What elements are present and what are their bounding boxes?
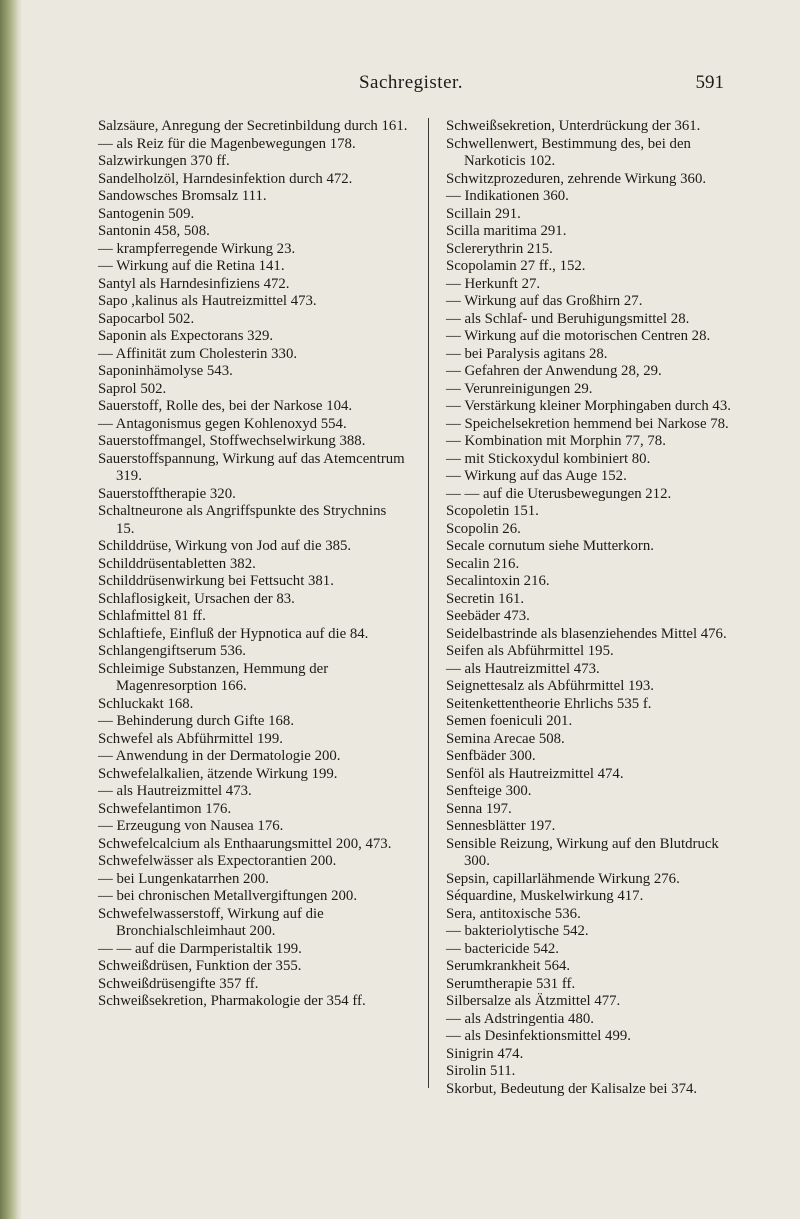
index-entry: Serumkrankheit 564. xyxy=(446,958,571,974)
index-entry: Salzwirkungen 370 ff. xyxy=(98,153,230,169)
index-entry: Sensible Reizung, Wirkung auf den Blutdruck 300. xyxy=(446,835,719,869)
index-entry: — Wirkung auf die motorischen Centren 28. xyxy=(446,328,711,344)
index-entry: Scopolin 26. xyxy=(446,520,521,537)
index-entry: — Speichelsekretion hemmend bei Narkose 78. xyxy=(446,415,729,432)
index-entry: — krampferregende Wirkung 23. xyxy=(98,240,296,257)
page-header xyxy=(98,72,724,102)
index-entry: Schluckakt 168. xyxy=(98,695,194,712)
index-entry: Schlaftiefe, Einfluß der Hypnotica auf die 84. xyxy=(98,625,369,642)
index-entry: Saprol 502. xyxy=(98,380,167,397)
index-entry: — als Reiz für die Magenbewegungen 178. xyxy=(98,135,356,152)
index-entry: Silbersalze als Ätzmittel 477. xyxy=(446,993,621,1009)
index-entry: Sandelholzöl, Harndesinfektion durch 472. xyxy=(98,170,353,187)
index-entry: Schlafmittel 81 ff. xyxy=(98,608,206,624)
index-entry: Schilddrüsenwirkung bei Fettsucht 381. xyxy=(98,573,334,589)
index-entry: — als Schlaf- und Beruhigungsmittel 28. xyxy=(446,310,690,327)
index-entry: Schwefelwässer als Expectorantien 200. xyxy=(98,853,337,869)
index-entry: Schilddrüse, Wirkung von Jod auf die 385. xyxy=(98,538,352,554)
index-entry: Schweißdrüsen, Funktion der 355. xyxy=(98,958,302,974)
index-entry: — bactericide 542. xyxy=(446,940,559,957)
index-entry: Schlangengiftserum 536. xyxy=(98,643,246,659)
index-entry: Santogenin 509. xyxy=(98,205,195,222)
index-entry: — als Adstringentia 480. xyxy=(446,1010,594,1027)
index-entry: Skorbut, Bedeutung der Kalisalze bei 374. xyxy=(446,1080,698,1097)
column-divider xyxy=(428,118,429,1088)
index-entry: — Wirkung auf das Auge 152. xyxy=(446,468,627,484)
index-entry: Seebäder 473. xyxy=(446,608,530,624)
index-entry: Schwitzprozeduren, zehrende Wirkung 360. xyxy=(446,170,707,187)
index-entry: Sauerstofftherapie 320. xyxy=(98,485,236,502)
index-entry: — Gefahren der Anwendung 28, 29. xyxy=(446,363,662,379)
index-entry: Schweißsekretion, Pharmakologie der 354 ff. xyxy=(98,993,366,1009)
index-entry: Seignettesalz als Abführmittel 193. xyxy=(446,678,654,694)
index-entry: — als Hautreizmittel 473. xyxy=(98,783,252,799)
index-entry: Schwefel als Abführmittel 199. xyxy=(98,730,283,747)
index-entry: Secretin 161. xyxy=(446,590,525,607)
index-entry: — als Hautreizmittel 473. xyxy=(446,660,600,677)
index-entry: Santyl als Harndesinfiziens 472. xyxy=(98,275,290,292)
index-entry: Schwefelantimon 176. xyxy=(98,800,232,817)
index-entry: Semina Arecae 508. xyxy=(446,730,565,747)
index-entry: Secalin 216. xyxy=(446,555,520,572)
index-entry: — Affinität zum Cholesterin 330. xyxy=(98,345,298,362)
index-entry: — Behinderung durch Gifte 168. xyxy=(98,713,295,729)
book-spine-edge xyxy=(0,0,22,1219)
index-entry: — Kombination mit Morphin 77, 78. xyxy=(446,433,666,449)
index-column-left xyxy=(98,118,408,1011)
index-entry: Schaltneurone als Angriffspunkte des Strychnins 15. xyxy=(98,503,387,537)
index-entry: Scilla maritima 291. xyxy=(446,223,567,239)
index-entry: Secale cornutum siehe Mutterkorn. xyxy=(446,538,654,554)
index-entry: Schlaflosigkeit, Ursachen der 83. xyxy=(98,590,295,607)
index-entry: — Indikationen 360. xyxy=(446,188,569,204)
index-entry: Schweißdrüsengifte 357 ff. xyxy=(98,975,259,992)
index-entry: Santonin 458, 508. xyxy=(98,223,210,239)
index-entry: Sclererythrin 215. xyxy=(446,240,553,257)
index-entry: — Wirkung auf die Retina 141. xyxy=(98,258,285,274)
index-column-right xyxy=(446,118,732,1098)
index-entry: — — auf die Darmperistaltik 199. xyxy=(98,940,302,957)
index-entry: — bakteriolytische 542. xyxy=(446,923,589,939)
page-number: 591 xyxy=(695,72,724,93)
index-entry: Sera, antitoxische 536. xyxy=(446,905,581,922)
index-entry: Schwellenwert, Bestimmung des, bei den Narkoticis 102. xyxy=(446,135,691,169)
index-entry: Senföl als Hautreizmittel 474. xyxy=(446,765,624,782)
index-entry: — Herkunft 27. xyxy=(446,275,541,292)
index-entry: Sirolin 511. xyxy=(446,1063,516,1079)
index-entry: Sapo ,kalinus als Hautreizmittel 473. xyxy=(98,293,317,309)
index-entry: Schilddrüsentabletten 382. xyxy=(98,555,256,572)
index-entry: Sandowsches Bromsalz 111. xyxy=(98,188,267,204)
index-entry: Salzsäure, Anregung der Secretinbildung durch 161. xyxy=(98,118,408,134)
index-entry: — bei Lungenkatarrhen 200. xyxy=(98,870,269,887)
index-entry: Scopolamin 27 ff., 152. xyxy=(446,258,586,274)
index-entry: Seidelbastrinde als blasenziehendes Mittel 476. xyxy=(446,625,727,642)
index-entry: Sinigrin 474. xyxy=(446,1045,524,1062)
index-entry: Sauerstoffmangel, Stoffwechselwirkung 388. xyxy=(98,433,366,449)
index-entry: Serumtherapie 531 ff. xyxy=(446,975,576,992)
index-entry: Saponin als Expectorans 329. xyxy=(98,328,274,344)
index-entry: Senfbäder 300. xyxy=(446,748,536,764)
index-entry: Sapocarbol 502. xyxy=(98,310,195,327)
index-entry: — mit Stickoxydul kombiniert 80. xyxy=(446,450,651,467)
index-entry: Senfteige 300. xyxy=(446,783,532,799)
index-entry: Secalintoxin 216. xyxy=(446,573,550,589)
index-entry: Schwefelwasserstoff, Wirkung auf die Bronchialschleimhaut 200. xyxy=(98,905,324,939)
index-entry: Séquardine, Muskelwirkung 417. xyxy=(446,888,644,904)
index-entry: — Verstärkung kleiner Morphingaben durch 43. xyxy=(446,398,731,414)
index-entry: — bei Paralysis agitans 28. xyxy=(446,345,608,362)
index-entry: — bei chronischen Metallvergiftungen 200. xyxy=(98,888,358,904)
index-entry: Saponinhämolyse 543. xyxy=(98,363,233,379)
index-entry: Senna 197. xyxy=(446,800,512,817)
index-entry: Sennesblätter 197. xyxy=(446,818,556,834)
index-entry: Seifen als Abführmittel 195. xyxy=(446,643,614,659)
index-entry: — als Desinfektionsmittel 499. xyxy=(446,1028,631,1044)
index-entry: — Erzeugung von Nausea 176. xyxy=(98,818,284,834)
index-entry: Sauerstoff, Rolle des, bei der Narkose 104. xyxy=(98,398,353,414)
index-entry: — Antagonismus gegen Kohlenoxyd 554. xyxy=(98,415,347,432)
index-entry: Schleimige Substanzen, Hemmung der Magenresorption 166. xyxy=(98,660,329,694)
index-entry: Sepsin, capillarlähmende Wirkung 276. xyxy=(446,870,680,887)
index-entry: — Wirkung auf das Großhirn 27. xyxy=(446,293,643,309)
index-entry: — Verunreinigungen 29. xyxy=(446,380,593,397)
index-entry: Schweißsekretion, Unterdrückung der 361. xyxy=(446,118,701,134)
index-entry: Sauerstoffspannung, Wirkung auf das Atemcentrum 319. xyxy=(98,450,405,484)
index-entry: — — auf die Uterusbewegungen 212. xyxy=(446,485,672,502)
running-title: Sachregister. xyxy=(358,72,464,93)
index-entry: Scopoletin 151. xyxy=(446,503,539,519)
index-entry: Seitenkettentheorie Ehrlichs 535 f. xyxy=(446,695,652,712)
index-entry: Scillain 291. xyxy=(446,205,521,222)
index-entry: Schwefelcalcium als Enthaarungsmittel 200, 473. xyxy=(98,835,392,852)
index-entry: — Anwendung in der Dermatologie 200. xyxy=(98,748,341,764)
index-entry: Schwefelalkalien, ätzende Wirkung 199. xyxy=(98,765,338,782)
index-entry: Semen foeniculi 201. xyxy=(446,713,573,729)
